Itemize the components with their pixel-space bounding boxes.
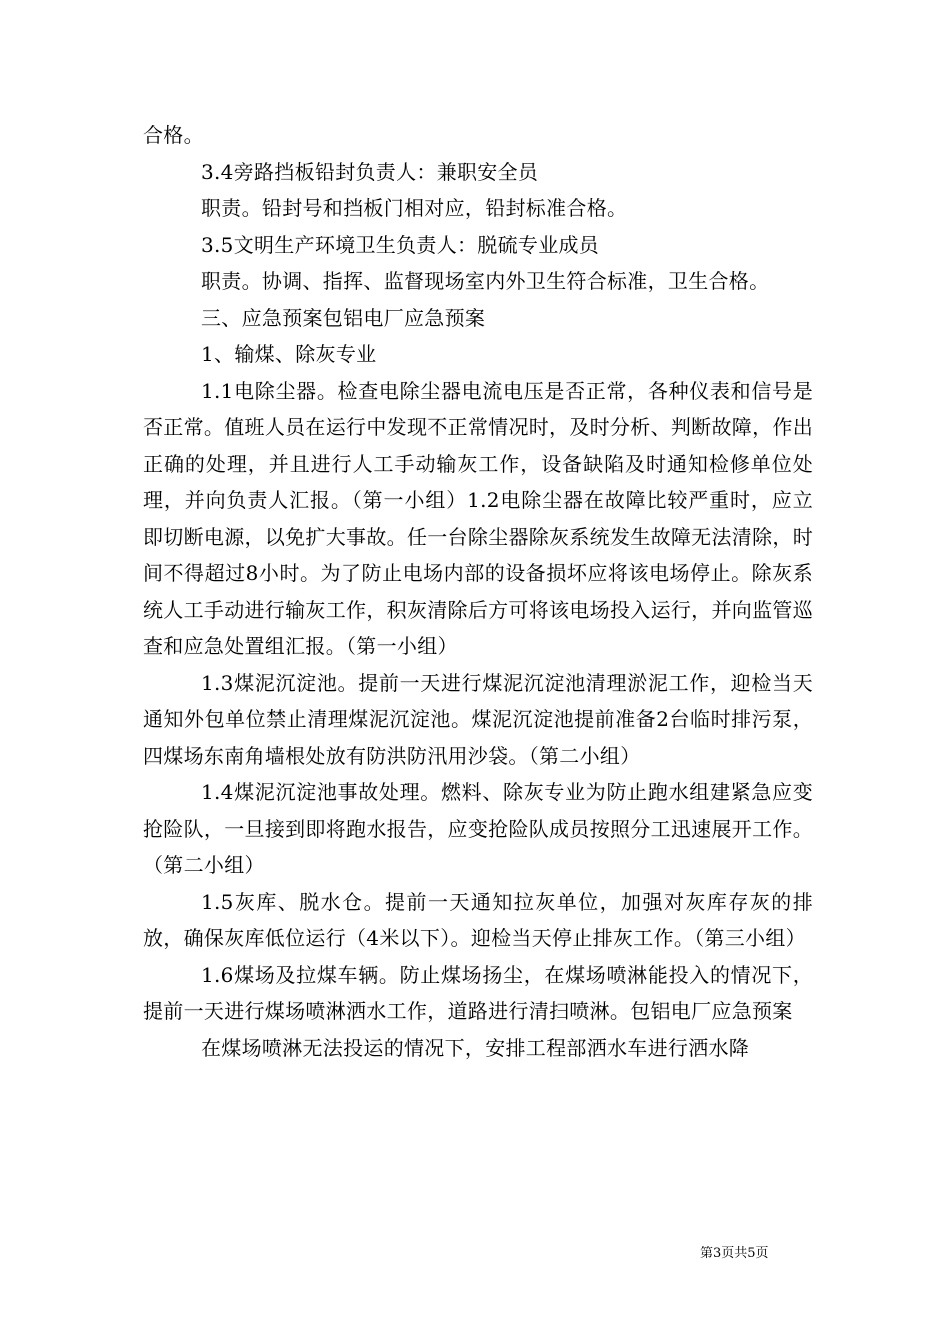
document-body xyxy=(143,117,813,1066)
subsection-heading: 1、输煤、除灰专业 xyxy=(201,342,377,366)
page-number-footer: 第3页共5页 xyxy=(700,1246,769,1261)
paragraph-1: 合格。 xyxy=(143,123,204,147)
paragraph-9: 1.3煤泥沉淀池。提前一天进行煤泥沉淀池清理淤泥工作，迎检当天通知外包单位禁止清理煤泥沉淀池。煤泥沉淀池提前准备2台临时排污泵，四煤场东南角墙根处放有防洪防汛用沙袋。（第二小组） xyxy=(143,670,813,768)
paragraph-12: 1.6煤场及拉煤车辆。防止煤场扬尘，在煤场喷淋能投入的情况下，提前一天进行煤场喷淋洒水工作，道路进行清扫喷淋。包铝电厂应急预案 xyxy=(143,962,813,1023)
paragraph-13: 在煤场喷淋无法投运的情况下，安排工程部洒水车进行洒水降 xyxy=(201,1035,750,1060)
paragraph-10: 1.4煤泥沉淀池事故处理。燃料、除灰专业为防止跑水组建紧急应变抢险队，一旦接到即将跑水报告，应变抢险队成员按照分工迅速展开工作。（第二小组） xyxy=(143,780,813,877)
section-heading: 三、应急预案包铝电厂应急预案 xyxy=(201,305,486,330)
paragraph-3: 职责。铅封号和挡板门相对应，铅封标准合格。 xyxy=(201,196,628,220)
paragraph-5: 职责。协调、指挥、监督现场室内外卫生符合标准，卫生合格。 xyxy=(201,269,770,293)
paragraph-4: 3.5文明生产环境卫生负责人：脱硫专业成员 xyxy=(201,232,600,257)
paragraph-11: 1.5灰库、脱水仓。提前一天通知拉灰单位，加强对灰库存灰的排放，确保灰库低位运行（4米以下）。迎检当天停止排灰工作。（第三小组） xyxy=(143,889,813,950)
paragraph-8: 1.1电除尘器。检查电除尘器电流电压是否正常，各种仪表和信号是否正常。值班人员在运行中发现不正常情况时，及时分析、判断故障，作出正确的处理，并且进行人工手动输灰工作，设备缺陷及时通知检修单位处理，并向负责人汇报。（第一小组）1.2电除尘器在故障比较严重时，应立即切断电源，以免扩大事故。任一台除尘器除灰系统发生故障无法清除，时间不得超过8小时。为了防止电场内部的设备损坏应将该电场停止。除灰系统人工手动进行输灰工作，积灰清除后方可将该电场投入运行，并向监管巡查和应急处置组汇报。（第一小组） xyxy=(143,378,813,658)
paragraph-2: 3.4旁路挡板铅封负责人：兼职安全员 xyxy=(201,159,539,184)
